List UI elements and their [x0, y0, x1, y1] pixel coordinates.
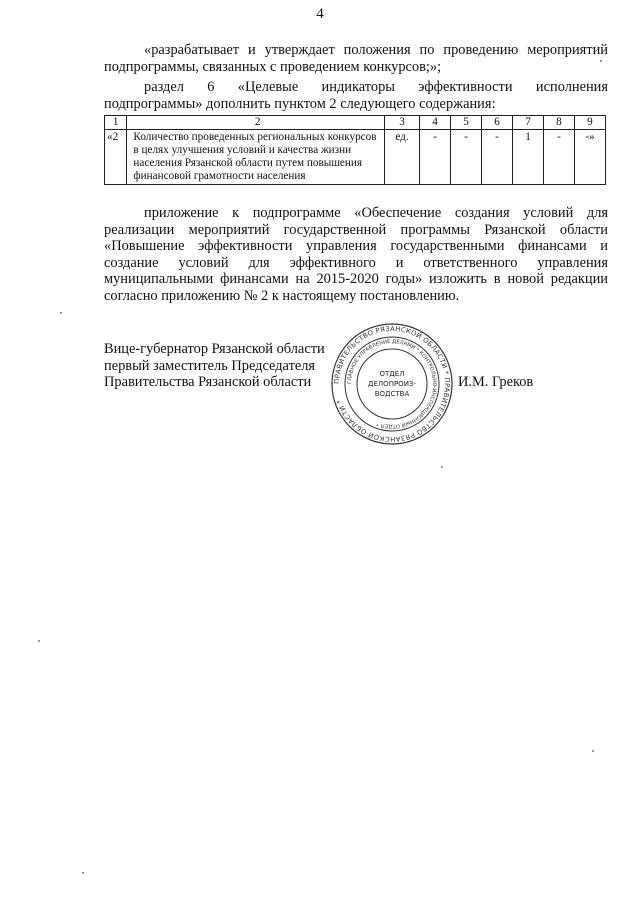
indicators-table [104, 115, 606, 185]
signer-name: И.М. Греков [458, 374, 534, 390]
table-header-row [105, 116, 606, 130]
table-row [105, 130, 606, 185]
scan-speck [38, 640, 40, 642]
table-header-cell: 1 [105, 116, 127, 130]
stamp-center-line: ВОДСТВА [374, 390, 410, 398]
table-header-cell: 3 [384, 116, 419, 130]
paragraph-appendix: приложение к подпрограмме «Обеспечение создания условий для реализации мероприятий государственной программы Рязанской области «Повышение эффективности управления государственными финансами и создание условий для эффективного и ответственного управления муниципальными финансами на 2015-2020 годы» изложить в новой редакции согласно приложению № 2 к настоящему постановлению. [104, 205, 608, 304]
table-cell-value: - [543, 130, 574, 185]
table-header-cell: 5 [451, 116, 482, 130]
scan-speck [82, 872, 84, 874]
table-header-cell: 9 [574, 116, 605, 130]
signature-title-line: первый заместитель Председателя [104, 357, 316, 374]
table-cell-indicator-name: Количество проведенных региональных конкурсов в целях улучшения условий и качества жизни населения Рязанской области путем повышения финансовой грамотности населения [127, 130, 384, 185]
signature-title-line: Правительства Рязанской области [104, 374, 312, 391]
table-cell-value: -» [574, 130, 605, 185]
table-cell-value: - [451, 130, 482, 185]
table-header-cell: 2 [127, 116, 384, 130]
table-cell-value: - [420, 130, 451, 185]
signature-block [104, 341, 325, 391]
stamp-inner-text: ГЛАВНОЕ УПРАВЛЕНИЕ ДЕЛАМИ * КОНТРОЛЬНО-ИНСПЕКЦИОННЫЙ ОТДЕЛ * [346, 338, 438, 430]
table-header-cell: 7 [513, 116, 544, 130]
paragraph-section-6: раздел 6 «Целевые индикаторы эффективности исполнения подпрограммы» дополнить пунктом 2 следующего содержания: [104, 79, 608, 112]
table-cell-unit: ед. [384, 130, 419, 185]
scan-speck [592, 750, 594, 752]
page-number: 4 [316, 6, 324, 22]
table-cell-value: - [482, 130, 513, 185]
paragraph-positions: «разрабатывает и утверждает положения по проведению мероприятий подпрограммы, связанных с проведением конкурсов;»; [104, 42, 608, 75]
table-cell-value: 1 [513, 130, 544, 185]
stamp-center-line: ОТДЕЛ [379, 370, 405, 378]
stamp-outer-text: ПРАВИТЕЛЬСТВО РЯЗАНСКОЙ ОБЛАСТИ * ПРАВИТЕЛЬСТВО РЯЗАНСКОЙ ОБЛАСТИ * [332, 324, 452, 444]
scan-speck [441, 466, 443, 468]
stamp-center-line: ДЕЛОПРОИЗ- [368, 380, 416, 388]
table-cell-number: «2 [105, 130, 127, 185]
signature-title-line: Вице-губернатор Рязанской области [104, 341, 325, 357]
scan-speck [600, 60, 602, 62]
official-stamp [330, 322, 454, 446]
table-header-cell: 8 [543, 116, 574, 130]
table-header-cell: 6 [482, 116, 513, 130]
scan-speck [60, 312, 62, 314]
table-header-cell: 4 [420, 116, 451, 130]
